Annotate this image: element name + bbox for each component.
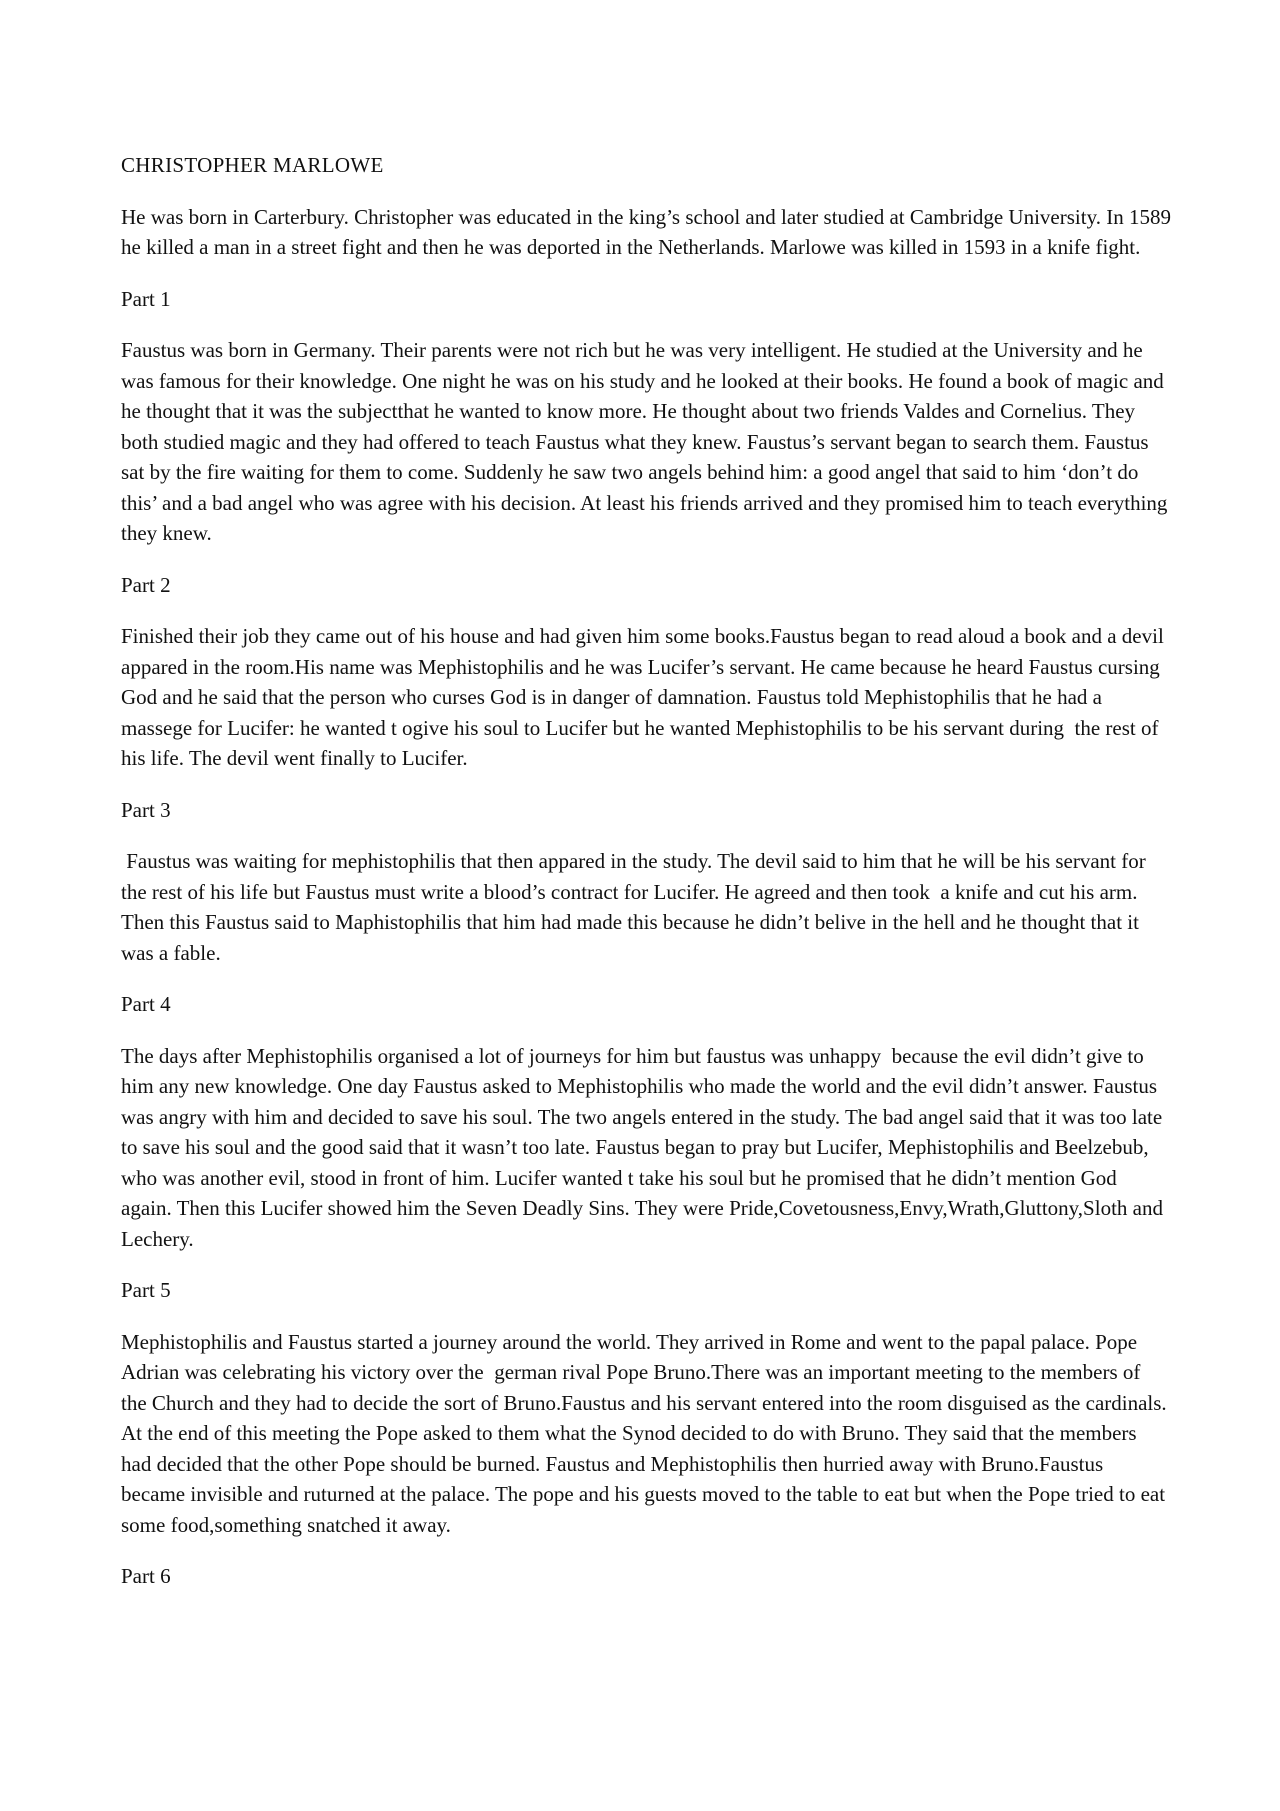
section-heading-part-2: Part 2 — [121, 572, 171, 597]
section-heading-part-4: Part 4 — [121, 992, 171, 1016]
document-page — [121, 150, 1177, 1613]
section-text-part-3: Faustus was waiting for mephistophilis that then appared in the study. The devil said to him that he will be his servant for the rest of his life but Faustus must write a blood’s contract for Lucifer. He agreed and then took a knife and cut his arm. Then this Faustus said to Maphistophilis that him had made this because he didn’t belive in the hell and he thought that it was a fable. — [121, 849, 1151, 965]
section-text-part-5: Mephistophilis and Faustus started a journey around the world. They arrived in Rome and went to the papal palace. Pope Adrian was celebrating his victory over the german rival Pope Bruno.There was an important meeting to the members of the Church and they had to decide the sort of Bruno.Faustus and his servant entered into the room disguised as the cardinals. At the end of this meeting the Pope asked to them what the Synod decided to do with Bruno. They said that the members had decided that the other Pope should be burned. Faustus and Mephistophilis then hurried away with Bruno.Faustus became invisible and ruturned at the palace. The pope and his guests moved to the table to eat but when the Pope tried to eat some food,something snatched it away. — [121, 1329, 1171, 1537]
section-text-part-2: Finished their job they came out of his house and had given him some books.Faustus began to read aloud a book and a devil appared in the room.His name was Mephistophilis and he was Lucifer’s servant. He came because he heard Faustus cursing God and he said that the person who curses God is in danger of damnation. Faustus told Mephistophilis that he had a massege for Lucifer: he wanted t ogive his soul to Lucifer but he wanted Mephistophilis to be his servant during the rest of his life. The devil went finally to Lucifer. — [121, 624, 1170, 770]
section-heading-part-1: Part 1 — [121, 286, 171, 311]
section-heading-part-5: Part 5 — [121, 1278, 171, 1302]
section-text-part-1: Faustus was born in Germany. Their parents were not rich but he was very intelligent. He studied at the University and he was famous for their knowledge. One night he was on his study and he looked at their books. He found a book of magic and he thought that it was the subjectthat he wanted to know more. He thought about two friends Valdes and Cornelius. They both studied magic and they had offered to teach Faustus what they knew. Faustus’s servant began to search them. Faustus sat by the fire waiting for them to come. Suddenly he saw two angels behind him: a good angel that said to him ‘don’t do this’ and a bad angel who was agree with his decision. At least his friends arrived and they promised him to teach everything they knew. — [121, 338, 1173, 545]
section-heading-part-3: Part 3 — [121, 797, 171, 822]
intro-paragraph: He was born in Carterbury. Christopher was educated in the king’s school and later studied at Cambridge University. In 1589 he killed a man in a street fight and then he was deported in the Netherlands. Marlowe was killed in 1593 in a knife fight. — [121, 204, 1177, 259]
document-title: CHRISTOPHER MARLOWE — [121, 153, 384, 177]
section-text-part-4: The days after Mephistophilis organised a lot of journeys for him but faustus was unhappy because the evil didn’t give to him any new knowledge. One day Faustus asked to Mephistophilis who made the world and the evil didn’t answer. Faustus was angry with him and decided to save his soul. The two angels entered in the study. The bad angel said that it was too late to save his soul and the good said that it wasn’t too late. Faustus began to pray but Lucifer, Mephistophilis and Beelzebub, who was another evil, stood in front of him. Lucifer wanted t take his soul but he promised that he didn’t mention God again. Then this Lucifer showed him the Seven Deadly Sins. They were Pride,Covetousness,Envy,Wrath,Gluttony,Sloth and Lechery. — [121, 1043, 1169, 1251]
section-heading-part-6: Part 6 — [121, 1564, 171, 1588]
